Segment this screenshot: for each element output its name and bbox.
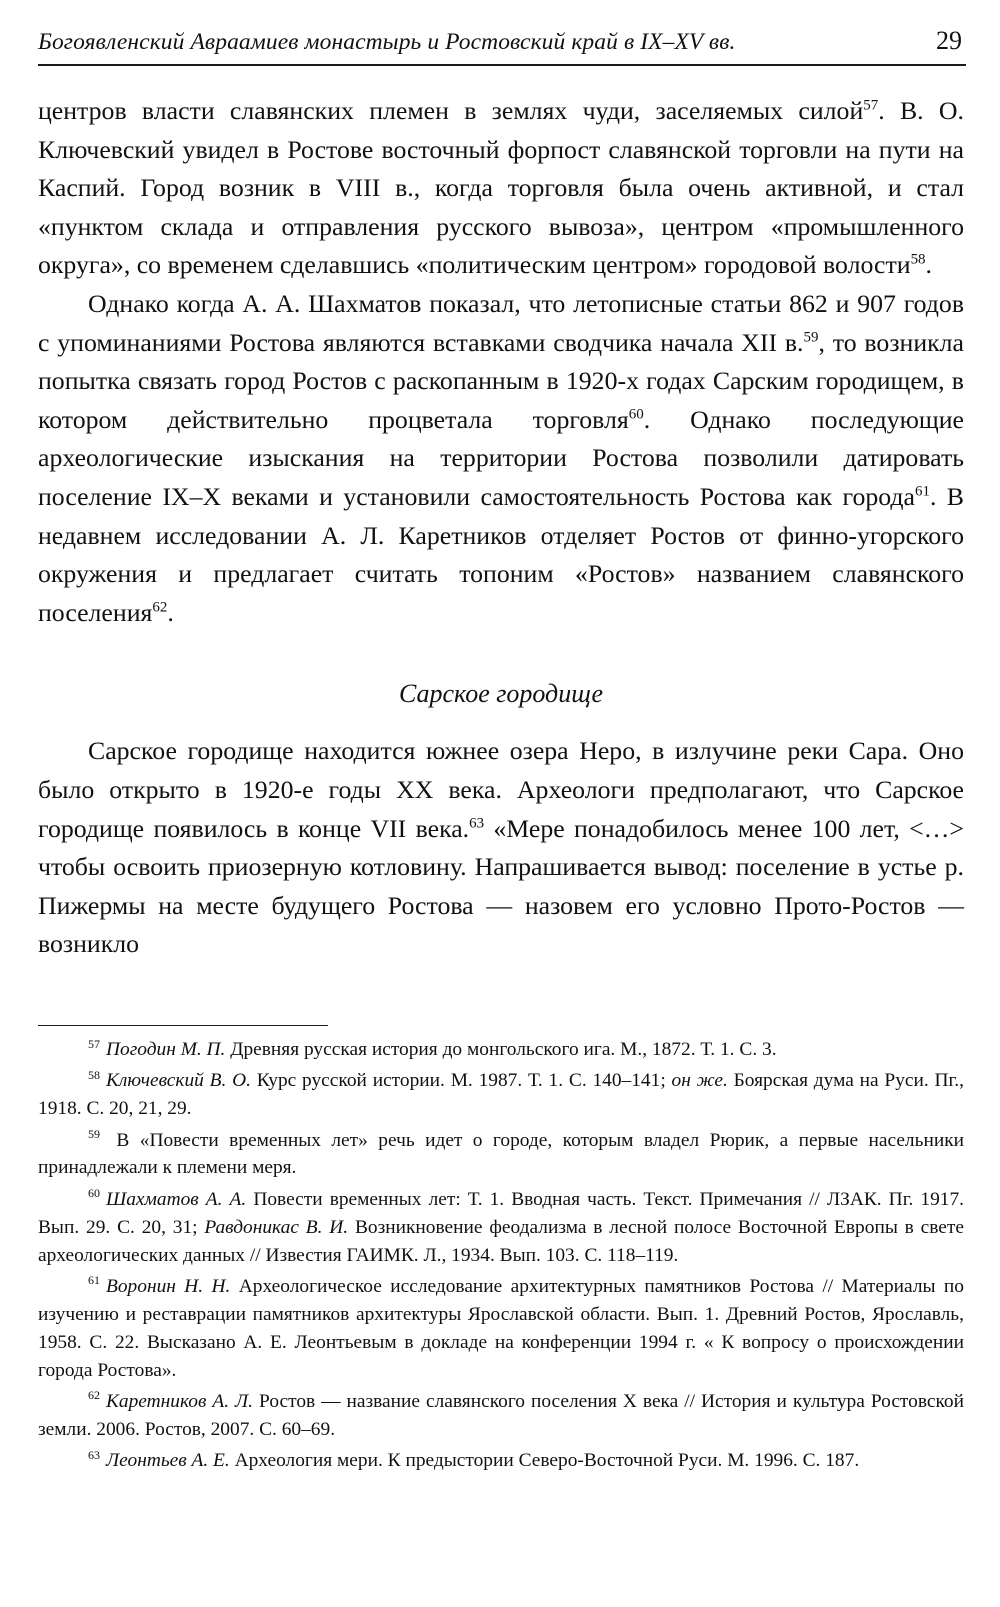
footnote-text: Возникновение феодализма в лесной полосе Восточной Европы в свете археологических данных // Известия ГАИМК. Л., 1934. Вып. 103. С. 118–119. [38, 1216, 964, 1266]
running-header [38, 22, 966, 66]
footnote-ref-62[interactable]: 62 [152, 599, 168, 616]
footnote-separator [38, 1025, 328, 1026]
footnote-number: 62 [88, 1388, 101, 1403]
paragraph-1 [38, 92, 964, 285]
footnote-number: 58 [88, 1067, 101, 1082]
footnote-ref-63[interactable]: 63 [469, 814, 485, 831]
footnote-text: Повести временных лет: Т. 1. Вводная часть. Текст. Примечания // ЛЗАК. Пг. 1917. Вып. 29. С. 20, 31; [38, 1188, 965, 1238]
footnote-60 [38, 1186, 964, 1270]
running-title: Богоявленский Авраамиев монастырь и Ростовский край в IX–XV вв. [38, 29, 736, 55]
text-run: , то возникла попытка связать город Ростов с раскопанным в 1920-х годах Сарским городищем, в котором действительно процветала торговля [38, 327, 964, 434]
footnote-text: Боярская дума на Руси. Пг., 1918. С. 20, 21, 29. [38, 1070, 964, 1120]
text-run: центров власти славянских племен в землях чуди, заселяемых силой [38, 96, 864, 125]
footnote-text: Ростов — название славянского поселения X века // История и культура Ростовской земли. 2006. Ростов, 2007. С. 60–69. [38, 1390, 964, 1440]
footnote-ref-58[interactable]: 58 [910, 251, 926, 268]
footnote-text: Древняя русская история до монгольского ига. М., 1872. Т. 1. С. 3. [225, 1039, 777, 1060]
footnote-author: Шахматов А. А. [106, 1188, 247, 1210]
footnote-author: Каретников А. Л. [106, 1390, 254, 1412]
text-run: Сарское городище находится южнее озера Неро, в излучине реки Сара. Оно было открыто в 1920-е годы XX века. Археологи предполагают, что Сарское городище появилось в конце VII века. [38, 736, 964, 843]
footnote-ref-57[interactable]: 57 [863, 97, 879, 114]
footnote-number: 57 [88, 1036, 101, 1051]
footnote-text: Курс русской истории. М. 1987. Т. 1. С. 140–141; [250, 1070, 672, 1092]
footnotes [38, 1036, 964, 1478]
text-run: . В. О. Ключевский увидел в Ростове восточный форпост славянской торговли на пути на Каспий. Город возник в VIII в., когда торговля была очень активной, и стал «пунктом склада и отправления русского вывоза», центром «промышленного округа», со временем сделавшись «политическим центром» городовой волости [38, 96, 964, 280]
footnote-61 [38, 1273, 964, 1385]
footnote-63 [38, 1447, 964, 1475]
footnote-author: Ключевский В. О. [106, 1070, 251, 1092]
paragraph-2 [38, 285, 964, 632]
footnote-text: Археологическое исследование архитектурных памятников Ростова // Материалы по изучению и реставрации памятников архитектуры Ярославской области. Вып. 1. Древний Ростов, Ярославль, 1958. С. 22. Высказано А. Е. Леонтьевым в докладе на конференции 1994 г. « К вопросу о происхождении города Ростова». [38, 1275, 964, 1381]
footnote-number: 60 [88, 1186, 101, 1201]
footnote-ref-61[interactable]: 61 [915, 483, 930, 500]
footnote-59 [38, 1127, 964, 1183]
text-run: . [925, 250, 932, 280]
footnote-text: Археология мери. К предыстории Северо-Восточной Руси. М. 1996. С. 187. [229, 1450, 860, 1472]
footnote-number: 63 [88, 1447, 101, 1462]
footnote-57 [38, 1036, 964, 1064]
footnote-author: Погодин М. П. [106, 1039, 226, 1060]
footnote-58 [38, 1067, 964, 1123]
main-text [38, 92, 964, 964]
footnote-62 [38, 1388, 964, 1444]
text-run: Однако когда А. А. Шахматов показал, что летописные статьи 862 и 907 годов с упоминаниями Ростова являются вставками сводчика начала XII в. [38, 288, 964, 357]
paragraph-3 [38, 732, 964, 964]
text-run: . В недавнем исследовании А. Л. Каретников отделяет Ростов от финно-угорского окружения и предлагает считать топоним «Ростов» названием славянского поселения [38, 481, 965, 627]
footnote-author: Равдоникас В. И. [204, 1216, 349, 1238]
footnote-author: Леонтьев А. Е. [106, 1450, 230, 1472]
footnote-ref-60[interactable]: 60 [628, 406, 644, 423]
footnote-author: Воронин Н. Н. [106, 1275, 231, 1297]
footnote-number: 61 [88, 1273, 101, 1288]
footnote-text: В «Повести временных лет» речь идет о городе, которым владел Рюрик, а первые насельники принадлежали к племени меря. [38, 1129, 964, 1179]
text-run: . [167, 597, 174, 627]
page-number: 29 [936, 26, 962, 55]
text-run: . Однако последующие археологические изыскания на территории Ростова позволили датировать поселение IX–X веками и установили самостоятельность Ростова как города [38, 404, 964, 511]
text-run: «Мере понадобилось менее 100 лет, <…> чтобы освоить приозерную котловину. Напрашивается вывод: поселение в устье р. Пижермы на месте будущего Ростова — назовем его условно Прото-Ростов — возникло [38, 813, 964, 959]
footnote-author: он же. [671, 1070, 728, 1092]
section-heading: Сарское городище [398, 679, 604, 709]
footnote-number: 59 [88, 1127, 101, 1142]
footnote-ref-59[interactable]: 59 [803, 328, 819, 345]
